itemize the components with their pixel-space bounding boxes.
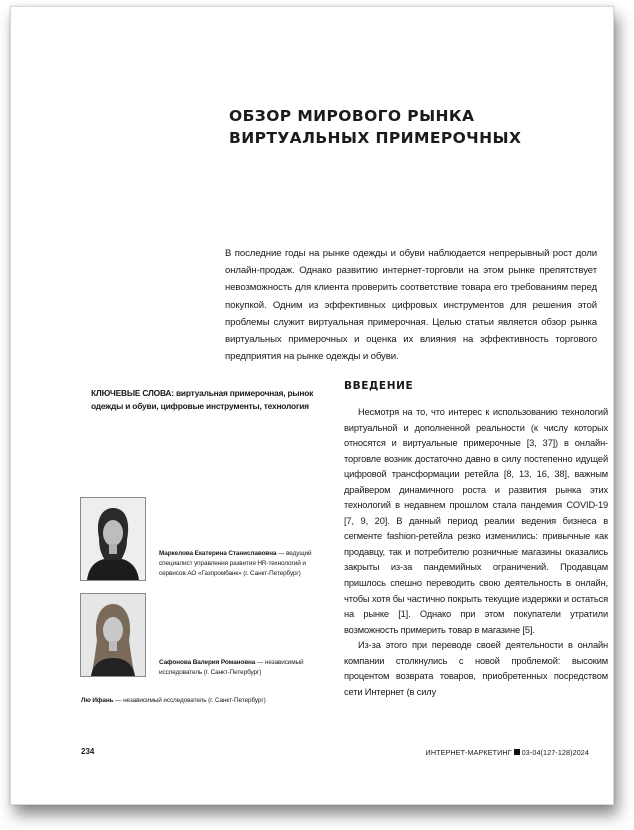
author-safonova xyxy=(159,658,325,678)
author-photo-markelova xyxy=(80,497,146,581)
journal-name: ИНТЕРНЕТ-МАРКЕТИНГ xyxy=(425,748,512,757)
author-role: — независимый исследователь (г. Санкт-Петербург) xyxy=(159,659,304,677)
body-paragraph: Из-за этого при переводе своей деятельности в онлайн компании столкнулись с новой проблемой: высоким процентом возврата товаров, приобретенных посредством сети Интернет (в силу xyxy=(344,640,608,697)
portrait-image xyxy=(81,594,145,676)
article-title: ОБЗОР МИРОВОГО РЫНКА ВИРТУАЛЬНЫХ ПРИМЕРОЧНЫХ xyxy=(229,107,522,147)
author-role: — независимый исследователь (г. Санкт-Петербург) xyxy=(113,697,266,704)
author-liu xyxy=(81,696,321,706)
article-abstract xyxy=(225,245,597,365)
body-paragraph: Несмотря на то, что интерес к использованию технологий виртуальной и дополненной реальности (к числу которых относятся и виртуальные примерочные [3, 37]) в онлайн-торговле возник достаточно давно в силу постепенно идущей цифровой трансформации ретейла [8, 13, 16, 38], важным драйвером динамичного роста и развития рынка этих технологий в недавнем прошлом стала пандемия COVID-19 [7, 9, 20]. В данный период реалии ведения бизнеса в сегменте fashion-ретейла резко изменились: привычные как продавцу, так и потребителю розничные магазины оказались закрыты из-за пандемийных ограничений. Продавцам пришлось спешно переводить свою деятельность в онлайн, чтобы хотя бы частично покрыть текущие издержки и остаться на рынке [1]. Однако при этом покупатели утратили возможность примерить товар в магазине [5]. xyxy=(344,407,608,635)
author-name: Сафонова Валерия Романовна xyxy=(159,659,256,666)
author-role: — ведущий специалист управления развития HR-технологий и сервисов АО «Газпромбанк» (г. Санкт-Петербург) xyxy=(159,550,312,578)
square-separator-icon xyxy=(514,749,520,755)
section-body xyxy=(344,405,608,700)
section-heading: ВВЕДЕНИЕ xyxy=(344,380,414,392)
page-number: 234 xyxy=(81,747,95,756)
running-footer xyxy=(426,748,589,757)
author-photo-safonova xyxy=(80,593,146,677)
abstract-text: В последние годы на рынке одежды и обуви наблюдается непрерывный рост доли онлайн-продаж. Однако развитию интернет-торговли на этом рынке препятствует невозможность для клиента проверить соответствие товара его требованиям перед покупкой. Одним из эффективных цифровых инструментов для решения этой проблемы служит виртуальная примерочная. Целью статьи является обзор рынка виртуальных примерочных и оценка их влияния на эффективность торгового предприятия на рынке одежды и обуви. xyxy=(225,248,597,363)
portrait-image xyxy=(81,498,145,580)
journal-page xyxy=(10,6,614,805)
author-name: Лю Ифань xyxy=(81,697,114,704)
journal-issue: 03-04(127-128)2024 xyxy=(521,748,589,757)
author-name: Маркелова Екатерина Станиславовна xyxy=(159,550,277,557)
keywords: КЛЮЧЕВЫЕ СЛОВА: виртуальная примерочная, рынок одежды и обуви, цифровые инструменты, технология xyxy=(91,388,314,411)
author-markelova xyxy=(159,549,325,580)
